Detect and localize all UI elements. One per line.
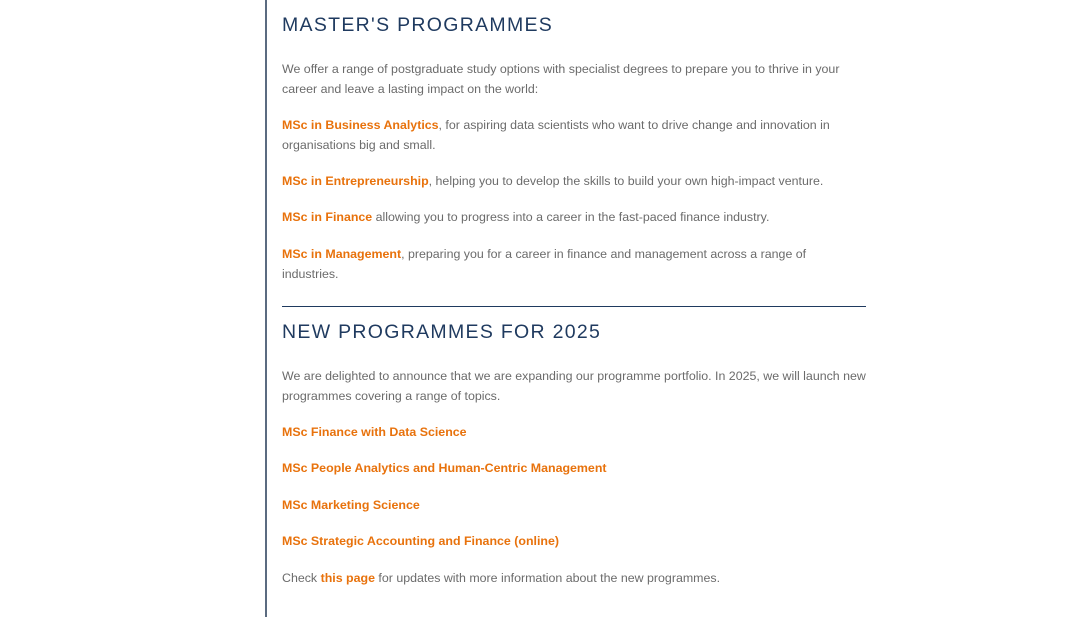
programme-desc: , preparing you for a career in finance and management across a range of industries.	[282, 247, 807, 281]
programme-link-finance[interactable]: MSc in Finance	[282, 210, 373, 224]
new-programme-link-strategic-accounting[interactable]: MSc Strategic Accounting and Finance (online)	[282, 534, 559, 548]
new-programme-item	[282, 422, 467, 442]
footer-suffix: for updates with more information about the new programmes.	[374, 571, 721, 585]
new-programmes-heading: NEW PROGRAMMES FOR 2025	[282, 321, 602, 343]
programme-desc: , for aspiring data scientists who want to drive change and innovation in organisations big and small.	[282, 118, 830, 152]
programme-item-entrepreneurship	[282, 171, 866, 191]
this-page-link[interactable]: this page	[320, 571, 375, 585]
masters-heading: MASTER'S PROGRAMMES	[282, 14, 554, 36]
programme-link-management[interactable]: MSc in Management	[282, 247, 402, 261]
new-programme-link-marketing-science[interactable]: MSc Marketing Science	[282, 498, 420, 512]
section-divider	[282, 306, 866, 307]
programme-link-entrepreneurship[interactable]: MSc in Entrepreneurship	[282, 174, 429, 188]
programme-item-finance	[282, 207, 866, 227]
footer-prefix: Check	[282, 571, 321, 585]
programme-item-management	[282, 244, 866, 284]
programme-desc: , helping you to develop the skills to build your own high-impact venture.	[428, 174, 824, 188]
left-rail-divider	[265, 0, 267, 617]
new-programme-link-people-analytics[interactable]: MSc People Analytics and Human-Centric Management	[282, 461, 607, 475]
new-programme-item	[282, 495, 420, 515]
programme-item-business-analytics	[282, 115, 866, 155]
masters-intro: We offer a range of postgraduate study options with specialist degrees to prepare you to thrive in your career and leave a lasting impact on the world:	[282, 62, 840, 96]
programme-link-business-analytics[interactable]: MSc in Business Analytics	[282, 118, 439, 132]
new-programme-link-finance-data-science[interactable]: MSc Finance with Data Science	[282, 425, 467, 439]
programme-desc: allowing you to progress into a career in the fast-paced finance industry.	[372, 210, 770, 224]
new-programme-item	[282, 531, 559, 551]
new-programme-item	[282, 458, 607, 478]
new-programmes-footer	[282, 568, 866, 588]
new-programmes-intro: We are delighted to announce that we are expanding our programme portfolio. In 2025, we will launch new programmes covering a range of topics.	[282, 369, 866, 403]
